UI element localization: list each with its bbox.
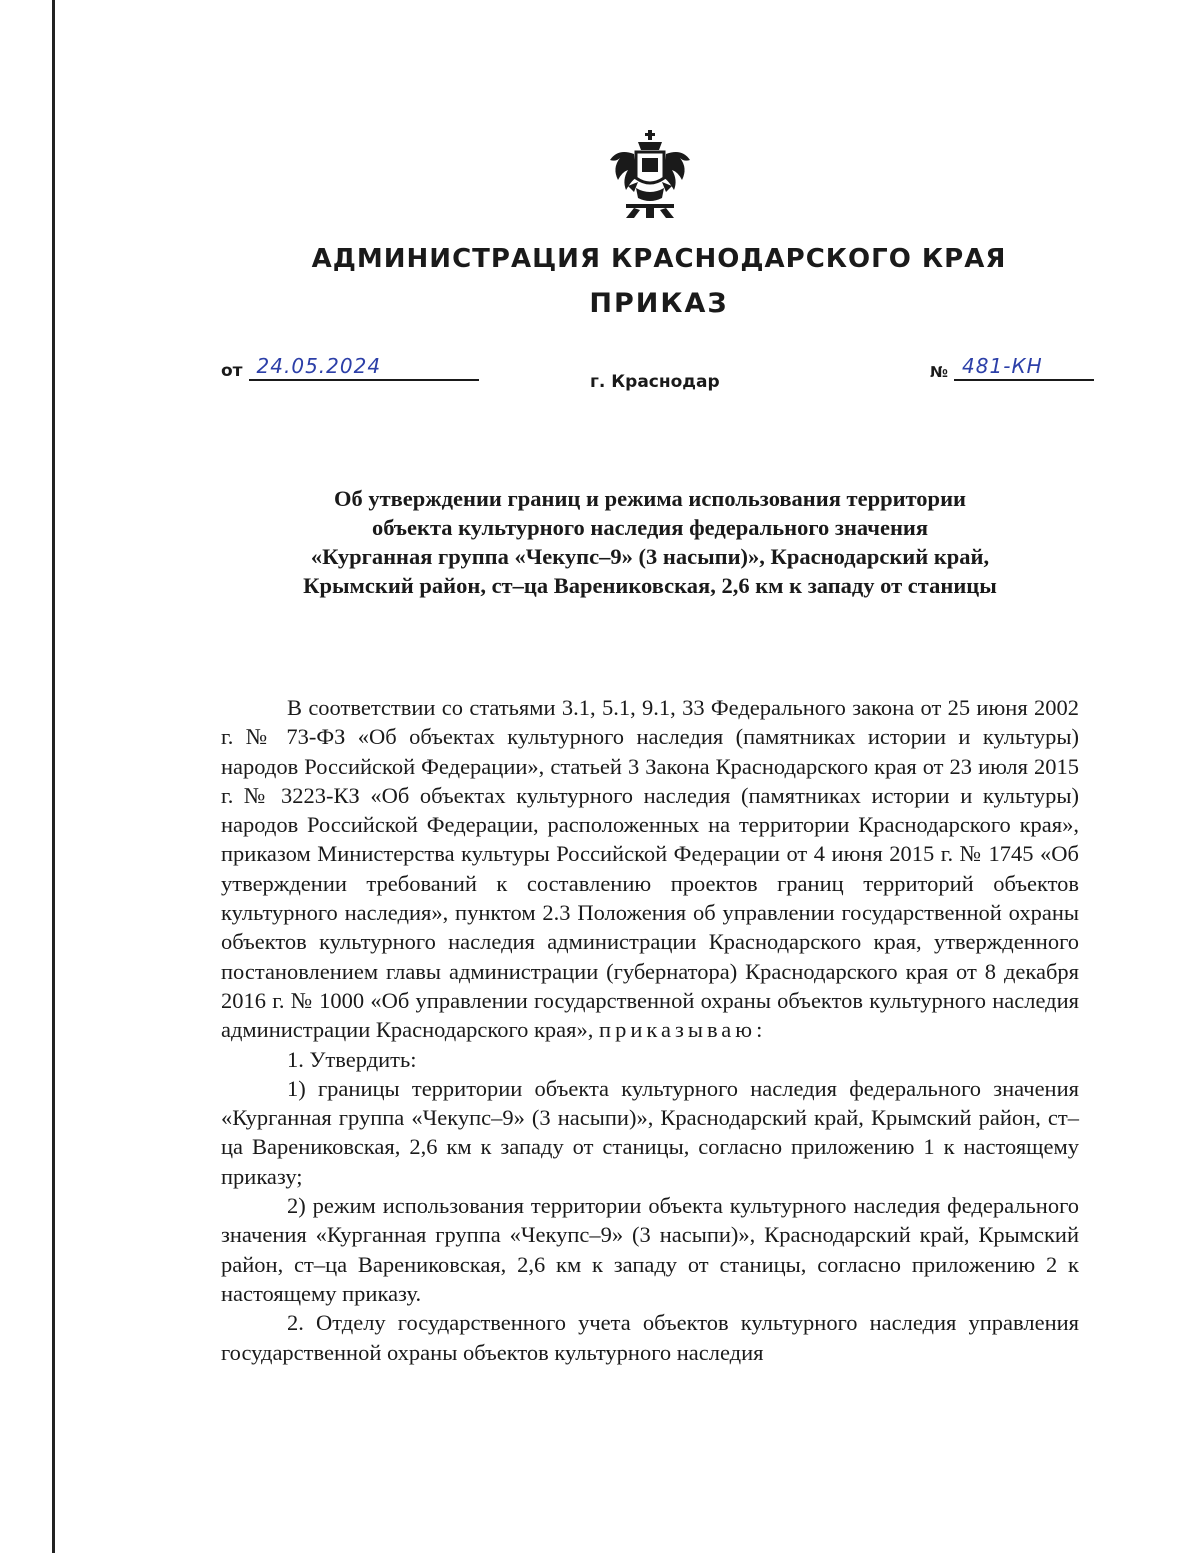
scan-margin-line <box>52 0 55 1553</box>
title-line: «Курганная группа «Чекупс–9» (3 насыпи)», Краснодарский край, <box>310 544 990 569</box>
preamble-paragraph <box>221 693 1079 1045</box>
preamble-text: В соответствии со статьями 3.1, 5.1, 9.1, 33 Федерального закона от 25 июня 2002 г. № 73-ФЗ «Об объектах культурного наследия (памятниках истории и культуры) народов Российской Федерации», статьей 3 Закона Краснодарского края от 23 июля 2015 г. № 3223-КЗ «Об объектах культурного наследия (памятниках истории и культуры) народов Российской Федерации, расположенных на территории Краснодарского края», приказом Министерства культуры Российской Федерации от 4 июня 2015 г. № 1745 «Об утверждении требований к составлению проектов границ территорий объектов культурного наследия», пунктом 2.3 Положения об управлении государственной охраны объектов культурного наследия администрации Краснодарского края, утвержденного постановлением главы администрации (губернатора) Краснодарского края от 8 декабря 2016 г. № 1000 «Об управлении государственной охраны объектов культурного наследия администрации Краснодарского края», <box>221 695 1079 1043</box>
document-body <box>221 693 1079 1367</box>
title-line: Об утверждении границ и режима использования территории <box>333 486 967 511</box>
title-line: Крымский район, ст–ца Варениковская, 2,6 км к западу от станицы <box>303 573 997 598</box>
item-2: 2. Отделу государственного учета объектов культурного наследия управления государственной охраны объектов культурного наследия <box>221 1310 1079 1365</box>
item-1-2: 2) режим использования территории объекта культурного наследия федерального значения «Курганная группа «Чекупс–9» (3 насыпи)», Краснодарский край, Крымский район, ст–ца Варениковская, 2,6 км к западу от станицы, согласно приложению 2 к настоящему приказу. <box>221 1193 1079 1306</box>
document-number: 481-КН <box>954 354 1094 381</box>
date-field <box>221 354 479 381</box>
date-value: 24.05.2024 <box>249 354 479 381</box>
city-label: г. Краснодар <box>590 372 720 392</box>
date-prefix: от <box>221 361 243 381</box>
document-type: ПРИКАЗ <box>589 288 729 319</box>
organization-name: АДМИНИСТРАЦИЯ КРАСНОДАРСКОГО КРАЯ <box>311 244 1007 274</box>
document-title <box>220 484 1080 600</box>
item-1: 1. Утвердить: <box>287 1046 417 1072</box>
number-prefix: № <box>930 363 949 381</box>
title-line: объекта культурного наследия федерального значения <box>371 515 929 540</box>
number-field <box>930 354 1094 381</box>
item-1-1: 1) границы территории объекта культурного наследия федерального значения «Курганная группа «Чекупс–9» (3 насыпи)», Краснодарский край, Крымский район, ст–ца Варениковская, 2,6 км к западу от станицы, согласно приложению 1 к настоящему приказу; <box>221 1075 1079 1189</box>
coat-of-arms-emblem <box>606 128 694 220</box>
order-word: приказываю: <box>599 1017 767 1043</box>
